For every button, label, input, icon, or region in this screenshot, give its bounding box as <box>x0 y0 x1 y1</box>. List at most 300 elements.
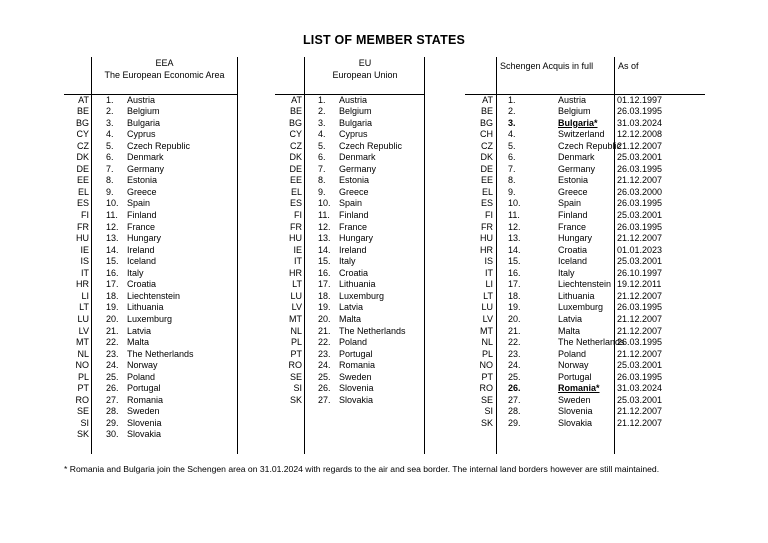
row-number: 14. <box>508 244 521 255</box>
country-code: SK <box>480 417 493 428</box>
accession-date: 19.12.2011 <box>617 279 662 290</box>
row-number: 16. <box>106 267 119 278</box>
row-number: 7. <box>106 163 114 174</box>
country-code: IE <box>293 244 302 255</box>
row-number: 8. <box>106 175 114 186</box>
country-name: The Netherlands <box>339 325 406 336</box>
row-number: 2. <box>318 106 326 117</box>
accession-date: 26.03.1995 <box>617 106 663 117</box>
country-code: IT <box>81 267 89 278</box>
country-code: LV <box>482 313 493 324</box>
country-code: BE <box>480 106 493 117</box>
country-name: France <box>558 221 587 232</box>
row-number: 20. <box>508 313 521 324</box>
country-name: Austria <box>558 94 587 105</box>
row-number: 20. <box>106 313 119 324</box>
country-code: BG <box>75 117 89 128</box>
country-name: Portugal <box>127 383 161 394</box>
country-name: Latvia <box>127 325 152 336</box>
country-name: Czech Republic <box>127 140 191 151</box>
country-code: LI <box>485 279 493 290</box>
country-name: Slovakia <box>127 429 162 440</box>
row-number: 19. <box>508 302 521 313</box>
country-code: EL <box>290 186 302 197</box>
country-code: EE <box>480 175 493 186</box>
country-name: Greece <box>558 186 588 197</box>
country-name: Belgium <box>127 106 160 117</box>
country-code: SE <box>480 394 493 405</box>
country-code: LV <box>78 325 89 336</box>
country-name: Finland <box>558 210 588 220</box>
country-code: RO <box>75 394 89 405</box>
row-number: 18. <box>508 290 521 301</box>
row-number: 18. <box>106 290 119 301</box>
row-number: 11. <box>318 210 330 220</box>
country-code: CH <box>480 129 493 140</box>
row-number: 3. <box>318 117 326 128</box>
country-name: Hungary <box>558 233 593 244</box>
row-number: 14. <box>106 244 119 255</box>
row-number: 26. <box>106 383 119 394</box>
row-number: 22. <box>318 337 331 348</box>
country-name: Austria <box>339 94 368 105</box>
country-name: Denmark <box>127 152 164 163</box>
country-name: Austria <box>127 94 156 105</box>
country-code: IS <box>80 256 89 267</box>
country-code: FI <box>81 210 89 220</box>
eea-right-divider <box>237 57 238 454</box>
accession-date: 21.12.2007 <box>617 406 663 417</box>
country-code: EL <box>481 186 493 197</box>
country-code: FI <box>485 210 493 220</box>
schengen-header: Schengen Acquis in full <box>500 61 594 71</box>
row-number: 6. <box>318 152 326 163</box>
country-code: ES <box>480 198 493 209</box>
country-name: Portugal <box>339 348 373 359</box>
country-code: SK <box>289 394 302 405</box>
row-number: 1. <box>318 94 326 105</box>
country-code: CZ <box>77 140 89 151</box>
country-code: HR <box>76 279 89 290</box>
accession-date: 26.03.1995 <box>617 302 663 313</box>
country-code: FR <box>77 221 89 232</box>
country-name: Poland <box>127 371 156 382</box>
country-name: Belgium <box>558 106 591 117</box>
row-number: 29. <box>508 417 521 428</box>
country-code: FR <box>481 221 493 232</box>
country-name: Finland <box>127 210 157 220</box>
row-number: 8. <box>508 175 516 186</box>
accession-date: 25.03.2001 <box>617 394 663 405</box>
row-number: 25. <box>106 371 119 382</box>
country-code: ES <box>289 198 302 209</box>
country-name: Denmark <box>339 152 376 163</box>
row-number: 3. <box>106 117 114 128</box>
row-number: 17. <box>106 279 119 290</box>
country-code: ES <box>76 198 89 209</box>
country-name: Slovenia <box>558 406 593 417</box>
country-name: Switzerland <box>558 129 605 140</box>
row-number: 29. <box>106 417 119 428</box>
country-code: FI <box>294 210 302 220</box>
country-code: DK <box>480 152 493 163</box>
country-code: AT <box>291 94 302 105</box>
country-code: DK <box>76 152 89 163</box>
row-number: 6. <box>106 152 114 163</box>
page-title: LIST OF MEMBER STATES <box>302 33 466 47</box>
row-number: 4. <box>508 129 516 140</box>
row-number: 12. <box>508 221 521 232</box>
accession-date: 26.03.1995 <box>617 163 663 174</box>
country-code: EE <box>289 175 302 186</box>
eea-header-abbr: EEA <box>155 58 174 68</box>
country-name: Spain <box>339 198 363 209</box>
country-code: MT <box>480 325 493 336</box>
country-code: DE <box>76 163 89 174</box>
eu-header-abbr: EU <box>358 58 372 68</box>
country-name: Estonia <box>558 175 589 186</box>
row-number: 28. <box>508 406 521 417</box>
country-code: HR <box>480 244 493 255</box>
country-name: Croatia <box>558 244 588 255</box>
country-name: Luxemburg <box>127 313 173 324</box>
row-number: 21. <box>508 325 521 336</box>
country-name: Norway <box>127 360 158 371</box>
country-name: Slovenia <box>127 417 162 428</box>
row-number: 30. <box>106 429 119 440</box>
country-code: LV <box>291 302 302 313</box>
country-code: SI <box>80 417 89 428</box>
country-code: MT <box>76 337 89 348</box>
row-number: 23. <box>508 348 521 359</box>
country-code: NO <box>479 360 493 371</box>
row-number: 12. <box>318 221 331 232</box>
row-number: 7. <box>318 163 326 174</box>
country-name: Finland <box>339 210 369 220</box>
row-number: 2. <box>106 106 114 117</box>
row-number: 14. <box>318 244 331 255</box>
country-code: SK <box>76 429 89 440</box>
country-name: Croatia <box>127 279 157 290</box>
row-number: 15. <box>318 256 331 267</box>
country-code: HU <box>289 233 302 244</box>
row-number: 19. <box>106 302 119 313</box>
row-number: 20. <box>318 313 331 324</box>
country-name: Denmark <box>558 152 595 163</box>
country-code: HU <box>480 233 493 244</box>
row-number: 27. <box>318 394 331 405</box>
row-number: 22. <box>106 337 119 348</box>
row-number: 1. <box>508 94 516 105</box>
row-number: 24. <box>106 360 119 371</box>
accession-date: 26.10.1997 <box>617 267 663 278</box>
country-name: Slovenia <box>339 383 374 394</box>
country-name: Bulgaria <box>127 117 161 128</box>
country-name: Italy <box>339 256 356 267</box>
country-code: EE <box>76 175 89 186</box>
country-name: Croatia <box>339 267 369 278</box>
country-code: RO <box>479 383 493 394</box>
country-code: BE <box>289 106 302 117</box>
country-name: France <box>339 221 368 232</box>
country-name: Bulgaria <box>339 117 373 128</box>
country-code: LU <box>290 290 302 301</box>
country-code: PT <box>77 383 89 394</box>
country-name: Germany <box>339 163 377 174</box>
country-name: Malta <box>558 325 581 336</box>
row-number: 17. <box>508 279 521 290</box>
country-name: The Netherlands <box>558 337 625 348</box>
country-code: EL <box>77 186 89 197</box>
row-number: 13. <box>318 233 331 244</box>
accession-date: 21.12.2007 <box>617 290 663 301</box>
country-code: SE <box>289 371 302 382</box>
country-name: Latvia <box>558 313 583 324</box>
row-number: 15. <box>106 256 119 267</box>
accession-date: 25.03.2001 <box>617 360 663 371</box>
row-number: 23. <box>318 348 331 359</box>
country-name: Lithuania <box>127 302 164 313</box>
accession-date: 21.12.2007 <box>617 313 663 324</box>
row-number: 5. <box>318 140 326 151</box>
row-number: 21. <box>318 325 331 336</box>
footnote: * Romania and Bulgaria join the Schengen area on 31.01.2024 with regards to the air and sea border. The internal land borders however are still maintained. <box>64 464 660 474</box>
country-code: AT <box>78 94 89 105</box>
row-number: 27. <box>508 394 521 405</box>
country-name: Luxemburg <box>339 290 385 301</box>
country-name: Slovakia <box>339 394 374 405</box>
accession-date: 25.03.2001 <box>617 256 663 267</box>
country-name: Liechtenstein <box>127 290 181 301</box>
country-name: Spain <box>558 198 582 209</box>
country-name: The Netherlands <box>127 348 194 359</box>
country-code: SE <box>76 406 89 417</box>
country-code: BG <box>288 117 302 128</box>
country-code: LT <box>483 290 493 301</box>
country-code: NL <box>77 348 89 359</box>
row-number: 24. <box>318 360 331 371</box>
country-code: CZ <box>290 140 302 151</box>
accession-date: 01.01.2023 <box>617 244 663 255</box>
country-name: Slovakia <box>558 417 593 428</box>
country-code: PL <box>77 371 89 382</box>
country-code: DE <box>289 163 302 174</box>
country-name: Luxemburg <box>558 302 604 313</box>
country-name: Iceland <box>127 256 157 267</box>
accession-date: 26.03.1995 <box>617 221 663 232</box>
country-code: NL <box>290 325 302 336</box>
country-code: BG <box>479 117 493 128</box>
eea-header-full: The European Economic Area <box>104 70 225 80</box>
country-code: IS <box>484 256 493 267</box>
country-name: Cyprus <box>339 129 368 140</box>
country-code: LT <box>292 279 302 290</box>
country-name: Greece <box>339 186 369 197</box>
row-number: 11. <box>106 210 118 220</box>
country-name: Ireland <box>339 244 367 255</box>
country-code: RO <box>288 360 302 371</box>
row-number: 25. <box>318 371 331 382</box>
row-number: 23. <box>106 348 119 359</box>
accession-date: 26.03.1995 <box>617 337 663 348</box>
row-number: 4. <box>318 129 326 140</box>
country-code: PL <box>481 348 493 359</box>
country-code: LT <box>79 302 89 313</box>
country-name: Romania <box>339 360 376 371</box>
country-code: NO <box>75 360 89 371</box>
row-number: 17. <box>318 279 331 290</box>
row-number: 22. <box>508 337 521 348</box>
row-number: 9. <box>318 186 326 197</box>
country-code: LI <box>81 290 89 301</box>
accession-date: 01.12.1997 <box>617 94 663 105</box>
country-name: Romania <box>127 394 164 405</box>
country-name: Greece <box>127 186 157 197</box>
schengen-left-divider <box>496 57 497 454</box>
country-name: Ireland <box>127 244 155 255</box>
row-number: 1. <box>106 94 114 105</box>
row-number: 26. <box>508 383 521 394</box>
row-number: 28. <box>106 406 119 417</box>
country-code: IT <box>294 256 302 267</box>
accession-date: 21.12.2007 <box>617 348 663 359</box>
accession-date: 21.12.2007 <box>617 233 663 244</box>
row-number: 15. <box>508 256 521 267</box>
row-number: 26. <box>318 383 331 394</box>
country-name: Sweden <box>339 371 372 382</box>
country-code: IE <box>80 244 89 255</box>
row-number: 27. <box>106 394 119 405</box>
country-name: Sweden <box>558 394 591 405</box>
country-code: CY <box>289 129 302 140</box>
row-number: 9. <box>508 186 516 197</box>
row-number: 16. <box>318 267 331 278</box>
accession-date: 21.12.2007 <box>617 175 663 186</box>
row-number: 6. <box>508 152 516 163</box>
accession-date: 12.12.2008 <box>617 129 663 140</box>
country-code: PT <box>290 348 302 359</box>
country-code: PL <box>290 337 302 348</box>
row-number: 2. <box>508 106 516 117</box>
row-number: 18. <box>318 290 331 301</box>
country-name: Sweden <box>127 406 160 417</box>
country-name: Iceland <box>558 256 588 267</box>
accession-date: 21.12.2007 <box>617 140 663 151</box>
country-name: Bulgaria* <box>558 117 598 128</box>
country-name: Germany <box>127 163 165 174</box>
eu-header-full: European Union <box>332 70 398 80</box>
row-number: 10. <box>508 198 521 209</box>
country-name: Lithuania <box>339 279 376 290</box>
row-number: 5. <box>508 140 516 151</box>
country-code: AT <box>482 94 493 105</box>
row-number: 13. <box>106 233 119 244</box>
eu-left-divider <box>304 57 305 454</box>
row-number: 13. <box>508 233 521 244</box>
country-name: Czech Republic <box>558 140 622 151</box>
country-code: NL <box>481 337 493 348</box>
country-code: FR <box>290 221 302 232</box>
eea-left-divider <box>91 57 92 454</box>
row-number: 25. <box>508 371 521 382</box>
country-code: HR <box>289 267 302 278</box>
row-number: 8. <box>318 175 326 186</box>
country-code: BE <box>76 106 89 117</box>
country-name: Czech Republic <box>339 140 403 151</box>
country-name: Belgium <box>339 106 372 117</box>
country-code: SI <box>484 406 493 417</box>
accession-date: 21.12.2007 <box>617 325 663 336</box>
country-name: Norway <box>558 360 589 371</box>
country-name: Lithuania <box>558 290 595 301</box>
accession-date: 26.03.2000 <box>617 186 663 197</box>
country-code: LU <box>77 313 89 324</box>
country-code: IT <box>485 267 493 278</box>
country-code: CY <box>76 129 89 140</box>
country-name: Portugal <box>558 371 592 382</box>
row-number: 4. <box>106 129 114 140</box>
country-name: Italy <box>127 267 144 278</box>
country-name: Italy <box>558 267 575 278</box>
row-number: 10. <box>106 198 119 209</box>
accession-date: 26.03.1995 <box>617 371 663 382</box>
country-name: Romania* <box>558 383 600 394</box>
schengen-date-divider <box>614 57 615 454</box>
country-name: Liechtenstein <box>558 279 612 290</box>
country-name: Estonia <box>127 175 158 186</box>
eu-right-divider <box>424 57 425 454</box>
row-number: 21. <box>106 325 119 336</box>
country-name: France <box>127 221 156 232</box>
country-name: Cyprus <box>127 129 156 140</box>
accession-date: 25.03.2001 <box>617 210 663 220</box>
country-code: MT <box>289 313 302 324</box>
country-code: PT <box>481 371 493 382</box>
country-code: LU <box>481 302 493 313</box>
row-number: 12. <box>106 221 119 232</box>
row-number: 7. <box>508 163 516 174</box>
accession-date: 26.03.1995 <box>617 198 663 209</box>
country-name: Estonia <box>339 175 370 186</box>
country-code: DK <box>289 152 302 163</box>
country-name: Malta <box>339 313 362 324</box>
accession-date: 31.03.2024 <box>617 117 663 128</box>
accession-date: 21.12.2007 <box>617 417 663 428</box>
country-name: Spain <box>127 198 151 209</box>
country-name: Poland <box>339 337 368 348</box>
country-name: Hungary <box>339 233 374 244</box>
country-code: CZ <box>481 140 493 151</box>
country-name: Latvia <box>339 302 364 313</box>
row-number: 24. <box>508 360 521 371</box>
country-code: DE <box>480 163 493 174</box>
country-code: HU <box>76 233 89 244</box>
accession-date: 31.03.2024 <box>617 383 663 394</box>
row-number: 19. <box>318 302 331 313</box>
country-code: SI <box>293 383 302 394</box>
row-number: 3. <box>508 117 516 128</box>
row-number: 16. <box>508 267 521 278</box>
country-name: Hungary <box>127 233 162 244</box>
row-number: 9. <box>106 186 114 197</box>
schengen-date-header: As of <box>618 61 639 71</box>
row-number: 11. <box>508 210 520 220</box>
country-name: Malta <box>127 337 150 348</box>
accession-date: 25.03.2001 <box>617 152 663 163</box>
country-name: Germany <box>558 163 596 174</box>
row-number: 10. <box>318 198 331 209</box>
row-number: 5. <box>106 140 114 151</box>
